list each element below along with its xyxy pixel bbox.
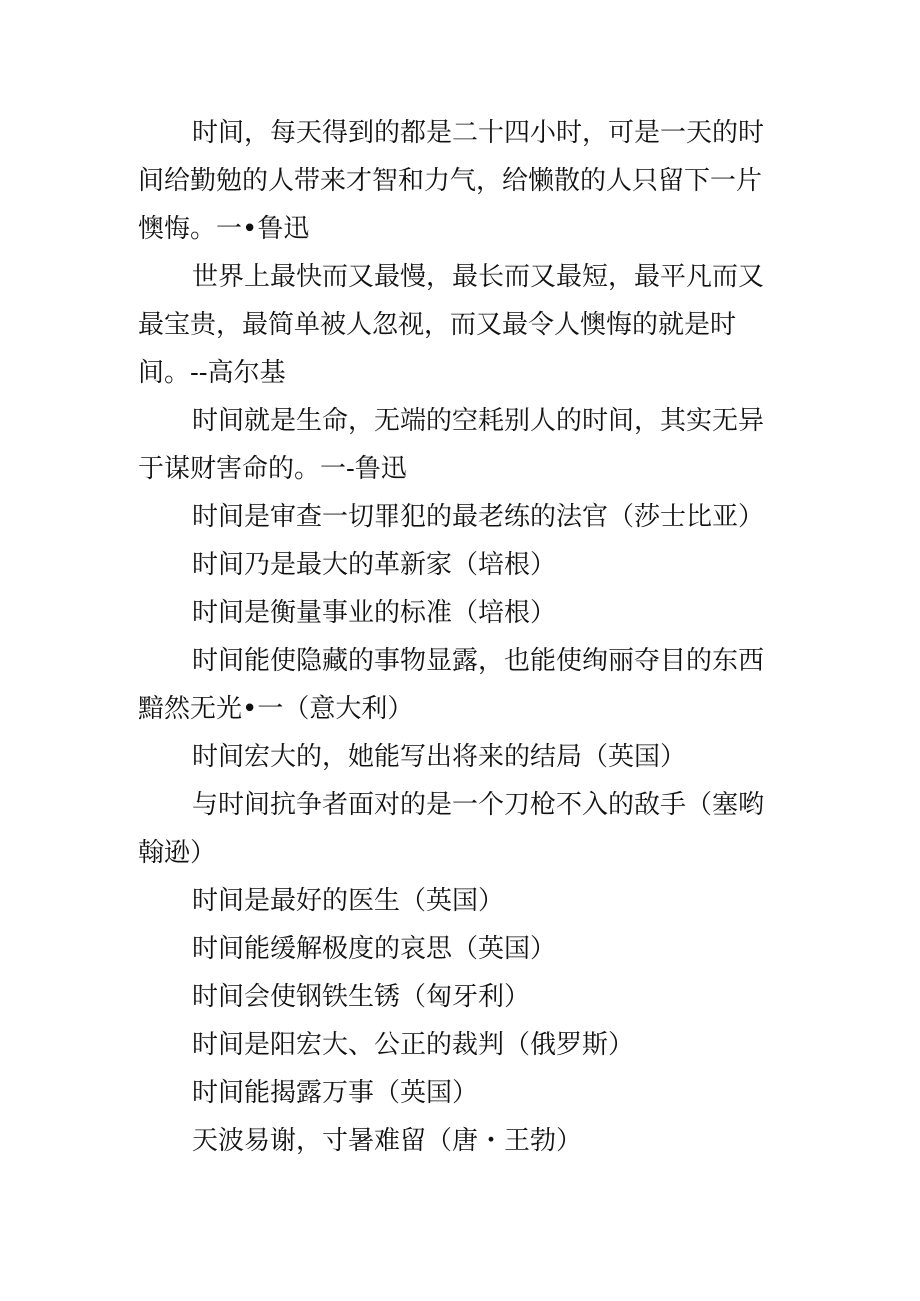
paragraph-8: 时间宏大的，她能写出将来的结局（英国） [192, 742, 687, 772]
paragraph-1: 时间，每天得到的都是二十四小时，可是一天的时间给勤勉的人带来才智和力气，给懒散的人只留下一片懊悔。一•鲁迅 [138, 118, 765, 244]
paragraph-9: 与时间抗争者面对的是一个刀枪不入的敌手（塞哟翰逊） [138, 790, 765, 868]
paragraph-13: 时间是阳宏大、公正的裁判（俄罗斯） [192, 1030, 635, 1060]
paragraph-10: 时间是最好的医生（英国） [192, 886, 505, 916]
paragraph-14: 时间能揭露万事（英国） [192, 1078, 479, 1108]
paragraph-5: 时间乃是最大的革新家（培根） [192, 550, 557, 580]
paragraph-3: 时间就是生命，无端的空耗别人的时间，其实无异于谋财害命的。一-鲁迅 [138, 406, 765, 484]
paragraph-7: 时间能使隐藏的事物显露，也能使绚丽夺目的东西黯然无光•一（意大利） [138, 646, 765, 724]
paragraph-15: 天波易谢，寸暑难留（唐・王勃） [192, 1126, 583, 1156]
paragraph-12: 时间会使钢铁生锈（匈牙利） [192, 982, 531, 1012]
paragraph-11: 时间能缓解极度的哀思（英国） [192, 934, 557, 964]
paragraph-6: 时间是衡量事业的标准（培根） [192, 598, 557, 628]
quote-list [138, 109, 778, 1165]
paragraph-4: 时间是审查一切罪犯的最老练的法官（莎士比亚） [192, 502, 765, 532]
paragraph-2: 世界上最快而又最慢，最长而又最短，最平凡而又最宝贵，最简单被人忽视，而又最令人懊悔的就是时间。--高尔基 [138, 262, 765, 388]
